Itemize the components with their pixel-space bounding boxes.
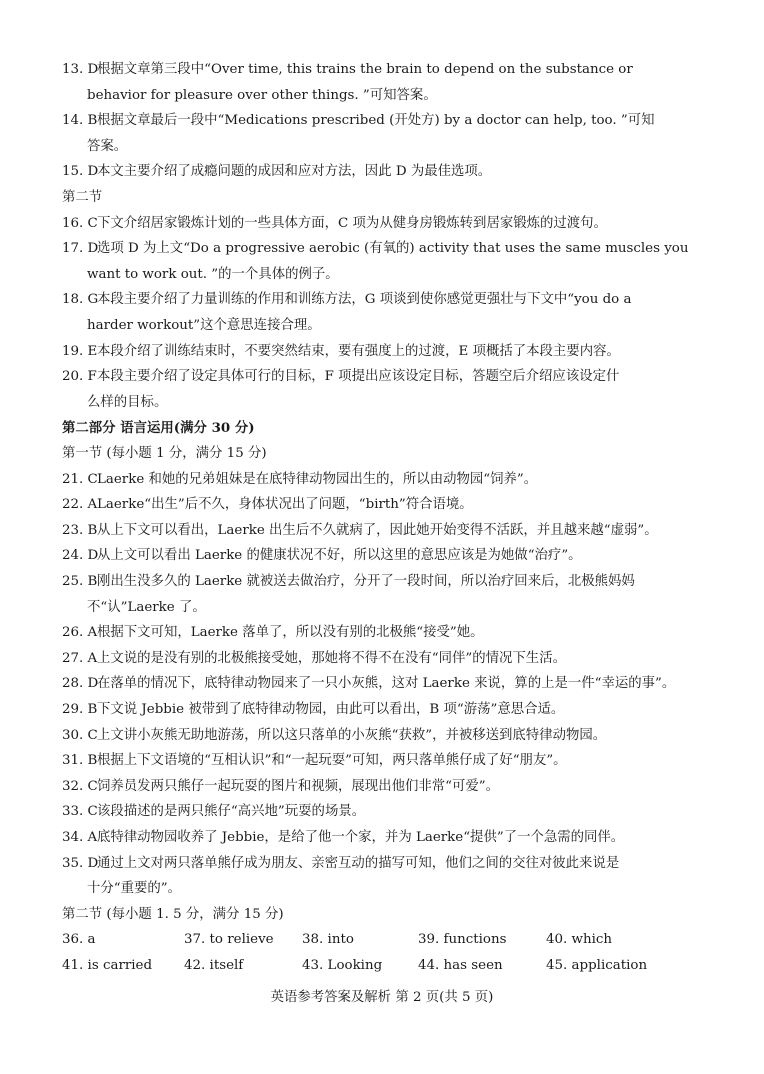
answer-explanation: 下文说 Jebbie 被带到了底特律动物园，由此可以看出，B 项“游荡”意思合适。 [97, 702, 565, 717]
answer-explanation: 本段主要介绍了设定具体可行的目标，F 项提出应该设定目标，答题空后介绍应该设定什 [97, 369, 620, 385]
answer-number: 21. C [62, 471, 98, 487]
answer-number: 24. D [62, 548, 99, 564]
answer-item [62, 778, 712, 796]
answer-explanation-continued: want to work out. ”的一个具体的例子。 [87, 266, 339, 282]
answer-explanation: 在落单的情况下，底特律动物园来了一只小灰熊，这对 Laerke 来说，算的上是一件“幸运的事”。 [97, 676, 676, 692]
answer-number: 33. C [62, 804, 98, 820]
answer-number: 15. D [62, 164, 99, 180]
grammar-answer: 42. itself [184, 958, 244, 973]
answer-explanation: 根据文章第三段中“Over time, this trains the brain to depend on the substance or [97, 62, 633, 77]
answer-number: 30. C [62, 727, 98, 743]
answer-explanation: 本段主要介绍了力量训练的作用和训练方法，G 项谈到使你感觉更强壮与下文中“you do a [97, 292, 632, 308]
grammar-answer: 40. which [546, 932, 613, 948]
answer-explanation: 根据下文可知，Laerke 落单了，所以没有别的北极熊“接受”她。 [97, 625, 484, 641]
answer-item [62, 368, 712, 386]
answer-item [62, 112, 712, 130]
answer-item [62, 650, 712, 668]
answer-number: 13. D [62, 62, 99, 77]
answer-explanation-continued: 么样的目标。 [87, 394, 168, 410]
answer-explanation: 本段介绍了训练结束时，不要突然结束，要有强度上的过渡，E 项概括了本段主要内容。 [97, 343, 620, 359]
page-footer: 英语参考答案及解析 第 2 页(共 5 页) [270, 990, 494, 1005]
grammar-answer: 36. a [62, 932, 96, 948]
answer-number: 34. A [62, 830, 98, 845]
grammar-answer: 44. has seen [418, 958, 503, 973]
answer-number: 18. G [62, 292, 99, 308]
answer-number: 28. D [62, 676, 99, 692]
answer-item [62, 291, 712, 309]
answer-item [62, 215, 712, 233]
section-heading: 第二部分 语言运用(满分 30 分) [62, 420, 255, 437]
answer-item [62, 573, 712, 591]
answer-item [62, 496, 712, 514]
answer-item [62, 61, 712, 79]
answer-explanation-continued: 不“认”Laerke 了。 [87, 599, 206, 615]
answer-number: 26. A [62, 625, 98, 641]
answer-number: 31. B [62, 753, 98, 769]
answer-item [62, 855, 712, 873]
answer-explanation: 底特律动物园收养了 Jebbie，是给了他一个家，并为 Laerke“提供”了一个急需的同伴。 [97, 830, 625, 845]
answer-number: 35. D [62, 855, 99, 871]
section-heading: 第二节 (每小题 1. 5 分，满分 15 分) [62, 906, 284, 922]
section-heading: 第二节 [62, 190, 103, 205]
answer-number: 17. D [62, 241, 99, 257]
answer-item [62, 163, 712, 181]
answer-explanation: 根据上下文语境的“互相认识”和“一起玩耍”可知，两只落单熊仔成了好“朋友”。 [97, 753, 567, 769]
answer-item [62, 675, 712, 693]
answer-explanation: 通过上文对两只落单熊仔成为朋友、亲密互动的描写可知，他们之间的交往对彼此来说是 [97, 855, 620, 871]
grammar-answer: 43. Looking [302, 958, 383, 973]
answer-number: 16. C [62, 215, 98, 231]
grammar-answer: 39. functions [418, 932, 507, 948]
answer-explanation: 本文主要介绍了成瘾问题的成因和应对方法，因此 D 为最佳选项。 [97, 164, 492, 180]
answer-item [62, 547, 712, 565]
answer-explanation-continued: behavior for pleasure over other things. ”可知答案。 [87, 87, 437, 103]
answer-number: 32. C [62, 778, 98, 794]
answer-item [62, 624, 712, 642]
answer-number: 29. B [62, 702, 98, 717]
answer-number: 22. A [62, 497, 98, 513]
answer-item [62, 701, 712, 719]
answer-explanation: 根据文章最后一段中“Medications prescribed (开处方) by a doctor can help, too. ”可知 [97, 113, 655, 129]
answer-explanation-continued: 答案。 [87, 138, 128, 154]
answer-item [62, 343, 712, 361]
answer-explanation-continued: 十分“重要的”。 [87, 881, 182, 897]
answer-explanation: 刚出生没多久的 Laerke 就被送去做治疗，分开了一段时间，所以治疗回来后，北极熊妈妈 [97, 574, 635, 589]
answer-explanation: 饲养员发两只熊仔一起玩耍的图片和视频，展现出他们非常“可爱”。 [97, 778, 500, 794]
answer-explanation: Laerke“出生”后不久，身体状况出了问题，“birth”符合语境。 [97, 497, 473, 513]
answer-explanation-continued: harder workout”这个意思连接合理。 [87, 318, 321, 333]
answer-explanation: 下文介绍居家锻炼计划的一些具体方面，C 项为从健身房锻炼转到居家锻炼的过渡句。 [97, 215, 607, 231]
answer-explanation: 上文说的是没有别的北极熊接受她，那她将不得不在没有“同伴”的情况下生活。 [97, 650, 566, 666]
answer-explanation: 从上下文可以看出，Laerke 出生后不久就病了，因此她开始变得不活跃，并且越来越“虚弱”。 [97, 522, 658, 538]
answer-explanation: 选项 D 为上文“Do a progressive aerobic (有氧的) activity that uses the same muscles you [97, 241, 689, 257]
section-heading: 第一节 (每小题 1 分，满分 15 分) [62, 446, 267, 461]
answer-number: 20. F [62, 369, 97, 385]
answer-item [62, 522, 712, 540]
answer-explanation: 该段描述的是两只熊仔“高兴地”玩耍的场景。 [97, 804, 366, 820]
answer-item [62, 829, 712, 847]
answer-item [62, 752, 712, 770]
answer-item [62, 471, 712, 489]
grammar-answer: 37. to relieve [184, 932, 274, 948]
answer-number: 25. B [62, 574, 98, 589]
answer-explanation: 从上文可以看出 Laerke 的健康状况不好，所以这里的意思应该是为她做“治疗”。 [97, 548, 582, 564]
answer-item [62, 803, 712, 821]
grammar-answer: 41. is carried [62, 958, 153, 973]
answer-item [62, 240, 712, 258]
answer-number: 23. B [62, 522, 98, 538]
answer-number: 14. B [62, 113, 98, 129]
answer-item [62, 727, 712, 745]
answer-number: 27. A [62, 650, 98, 666]
answer-explanation: Laerke 和她的兄弟姐妹是在底特律动物园出生的，所以由动物园“饲养”。 [97, 471, 538, 487]
answer-number: 19. E [62, 343, 98, 359]
grammar-answer: 38. into [302, 932, 354, 948]
grammar-answer: 45. application [546, 958, 648, 973]
answer-explanation: 上文讲小灰熊无助地游荡，所以这只落单的小灰熊“获救”，并被移送到底特律动物园。 [97, 727, 607, 743]
